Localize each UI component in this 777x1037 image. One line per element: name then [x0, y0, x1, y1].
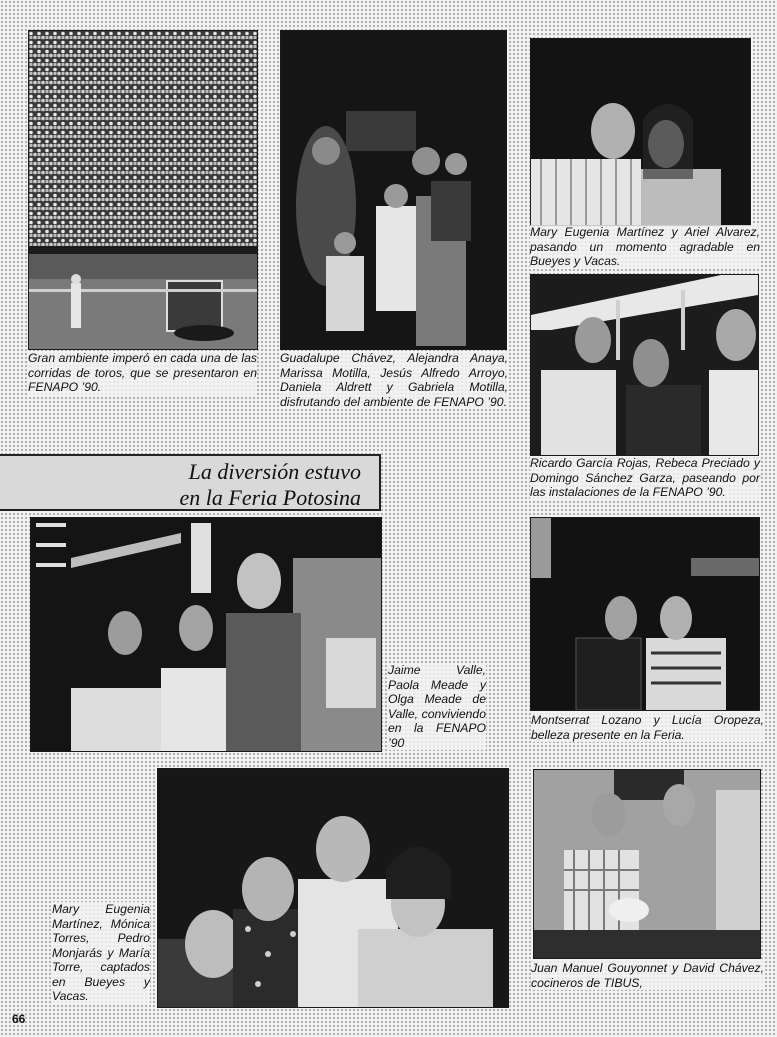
photo-family-group — [280, 30, 507, 350]
photo-fair-trio — [30, 517, 382, 752]
section-banner — [0, 454, 381, 511]
photo-cooks — [533, 769, 761, 959]
caption-couple-bueyes: Mary Eugenia Martínez y Ariel Alvarez, pasando un momento agradable en Bueyes y Vacas. — [530, 225, 760, 268]
caption-family-group: Guadalupe Chávez, Alejandra Anaya, Marissa Motilla, Jesús Alfredo Arroyo, Daniela Aldrett y Gabriela Motilla, disfrutando del ambiente de FENAPO ’90. — [280, 351, 508, 409]
caption-trio-stroll: Ricardo García Rojas, Rebeca Preciado y Domingo Sánchez Garza, paseando por las instalaciones de la FENAPO ’90. — [530, 456, 760, 499]
banner-line-1: La diversión estuvo — [188, 459, 361, 484]
caption-two-girls: Montserrat Lozano y Lucía Oropeza, belleza presente en la Feria. — [531, 713, 764, 742]
photo-two-girls — [530, 517, 760, 711]
banner-line-2: en la Feria Potosina — [179, 485, 361, 510]
caption-fair-trio: Jaime Valle, Paola Meade y Olga Meade de Valle, conviviendo en la FENAPO ’90 — [388, 663, 486, 750]
caption-group-four: Mary Eugenia Martínez, Mónica Torres, Pedro Monjarás y María Torre, captados en Bueyes y Vacas. — [52, 902, 150, 1003]
photo-couple-bueyes — [530, 38, 751, 226]
photo-trio-stroll — [530, 274, 759, 456]
photo-bullring-crowd — [28, 30, 258, 350]
photo-group-four — [157, 768, 509, 1008]
caption-cooks: Juan Manuel Gouyonnet y David Chávez, cocineros de TIBUS, — [531, 961, 764, 990]
page-number: 66 — [12, 1012, 26, 1026]
caption-bullring-crowd: Gran ambiente imperó en cada una de las corridas de toros, que se presentaron en FENAPO ’90. — [28, 351, 257, 394]
